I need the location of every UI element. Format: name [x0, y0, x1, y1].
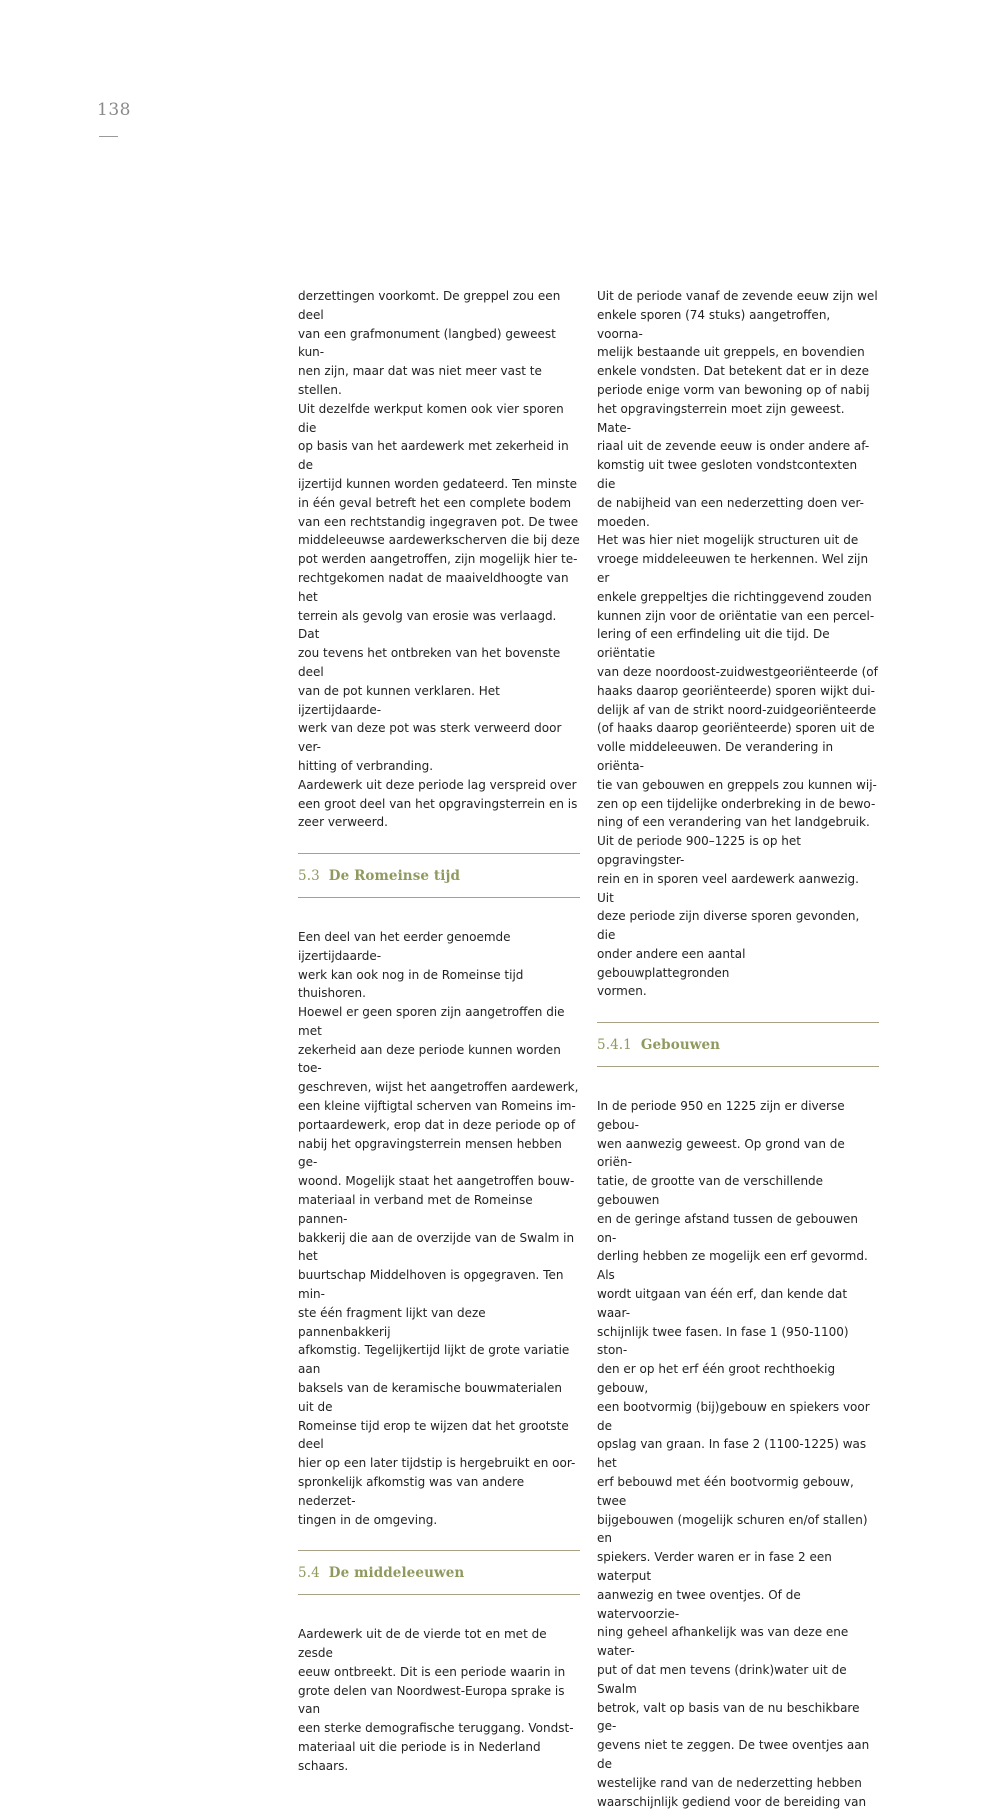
- section-rule-bottom: [298, 1594, 580, 1595]
- section-title-text: Gebouwen: [640, 1037, 721, 1054]
- right-paragraph-3: Uit de periode 900–1225 is op het opgravingster- rein en in sporen veel aardewerk aanwezig. Uit deze periode zijn diverse sporen gevonden, die onder andere een aantal gebouwplattegronden vormen.: [597, 834, 860, 999]
- left-paragraph-4: Aardewerk uit de de vierde tot en met de zesde eeuw ontbreekt. Dit is een periode waarin in grote delen van Noordwest-Europa sprake is van een sterke demografische teruggang. Vondst- materiaal uit die periode is in Nederland schaars.: [298, 1627, 574, 1773]
- left-paragraph-1: derzettingen voorkomt. De greppel zou een deel van een grafmonument (langbed) geweest kun- nen zijn, maar dat was niet meer vast te stellen. Uit dezelfde werkput komen ook vier sporen die op basis van het aardewerk met zekerheid in de ijzertijd kunnen worden gedateerd. Ten minste in één geval betreft het een complete bodem van een rechtstandig ingegraven pot. De twee middeleeuwse aardewerkscherven die bij deze pot werden aangetroffen, zijn mogelijk hier te- rechtgekomen nadat de maaiveldhoogte van het terrein als gevolg van erosie was verlaagd. Dat zou tevens het ontbreken van het bovenste deel van de pot kunnen verklaren. Het ijzertijdaarde- werk van deze pot was sterk verweerd door ver- hitting of verbranding.: [298, 289, 580, 773]
- section-number: 5.4: [298, 1565, 320, 1582]
- section-heading-5-4-1: [597, 1022, 879, 1067]
- right-paragraph-4: In de periode 950 en 1225 zijn er diverse gebou- wen aanwezig geweest. Op grond van de oriën- tatie, de grootte van de verschillende gebouwen en de geringe afstand tussen de gebouwen on- derling hebben ze mogelijk een erf gevormd. Als wordt uitgaan van één erf, dan kende dat waar- schijnlijk twee fasen. In fase 1 (950-1100) ston- den er op het erf één groot rechthoekig gebouw, een bootvormig (bij)gebouw en spiekers voor de opslag van graan. In fase 2 (1100-1225) was het erf bebouwd met één bootvormig gebouw, twee bijgebouwen (mogelijk schuren en/of stallen) en spiekers. Verder waren er in fase 2 een waterput aanwezig en twee oventjes. Of de watervoorzie- ning geheel afhankelijk was van deze ene water- put of dat men tevens (drink)water uit de Swalm betrok, valt op basis van de nu beschikbare ge- gevens niet te zeggen. De twee oventjes aan de westelijke rand van de nederzetting hebben waarschijnlijk gediend voor de bereiding van: [597, 1099, 870, 1809]
- left-paragraph-2: Aardewerk uit deze periode lag verspreid over een groot deel van het opgravingsterrein en is zeer verweerd.: [298, 777, 578, 830]
- left-paragraph-3: Een deel van het eerder genoemde ijzertijdaarde- werk kan ook nog in de Romeinse tijd thuishoren. Hoewel er geen sporen zijn aangetroffen die met zekerheid aan deze periode kunnen worden toe- geschreven, wijst het aangetroffen aardewerk, een kleine vijftigtal scherven van Romeins im- portaardewerk, erop dat in deze periode op of nabij het opgravingsterrein mensen hebben ge- woond. Mogelijk staat het aangetroffen bouw- materiaal in verband met de Romeinse pannen- bakkerij die aan de overzijde van de Swalm in het buurtschap Middelhoven is opgegraven. Ten min- ste één fragment lijkt van deze pannenbakkerij afkomstig. Tegelijkertijd lijkt de grote variatie aan baksels van de keramische bouwmaterialen uit de Romeinse tijd erop te wijzen dat het grootste deel hier op een later tijdstip is hergebruikt en oor- spronkelijk afkomstig was van andere nederzet- tingen in de omgeving.: [298, 929, 579, 1527]
- section-title: [597, 1023, 879, 1066]
- section-title: [298, 1551, 580, 1594]
- right-paragraph-2: Het was hier niet mogelijk structuren uit de vroege middeleeuwen te herkennen. Wel zijn er enkele greppeltjes die richtinggevend zouden kunnen zijn voor de oriëntatie van een percel- lering of een erfindeling uit die tijd. De oriëntatie van deze noordoost-zuidwestgeoriënteerde (of haaks daarop georiënteerde) sporen wijkt dui- delijk af van de strikt noord-zuidgeoriënteerde (of haaks daarop georiënteerde) sporen uit de volle middeleeuwen. De verandering in oriënta- tie van gebouwen en greppels zou kunnen wij- zen op een tijdelijke onderbreking in de bewo- ning of een verandering van het landgebruik.: [597, 533, 878, 830]
- section-title-text: De Romeinse tijd: [328, 868, 460, 885]
- left-column: [298, 287, 580, 1776]
- section-title-text: De middeleeuwen: [328, 1565, 465, 1582]
- right-column: [597, 287, 879, 1811]
- section-heading-5-3: [298, 853, 580, 898]
- right-paragraph-1: Uit de periode vanaf de zevende eeuw zijn wel enkele sporen (74 stuks) aangetroffen, voorna- melijk bestaande uit greppels, en bovendien enkele vondsten. Dat betekent dat er in deze periode enige vorm van bewoning op of nabij het opgravingsterrein moet zijn geweest. Mate- riaal uit de zevende eeuw is onder andere af- komstig uit twee gesloten vondstcontexten die de nabijheid van een nederzetting doen ver- moeden.: [597, 289, 878, 529]
- section-number: 5.3: [298, 868, 320, 885]
- section-heading-5-4: [298, 1550, 580, 1595]
- page-number-rule: [99, 136, 118, 137]
- section-rule-bottom: [597, 1066, 879, 1067]
- section-title: [298, 854, 580, 897]
- section-rule-bottom: [298, 897, 580, 898]
- section-number: 5.4.1: [597, 1037, 632, 1054]
- page-number: 138: [97, 100, 131, 120]
